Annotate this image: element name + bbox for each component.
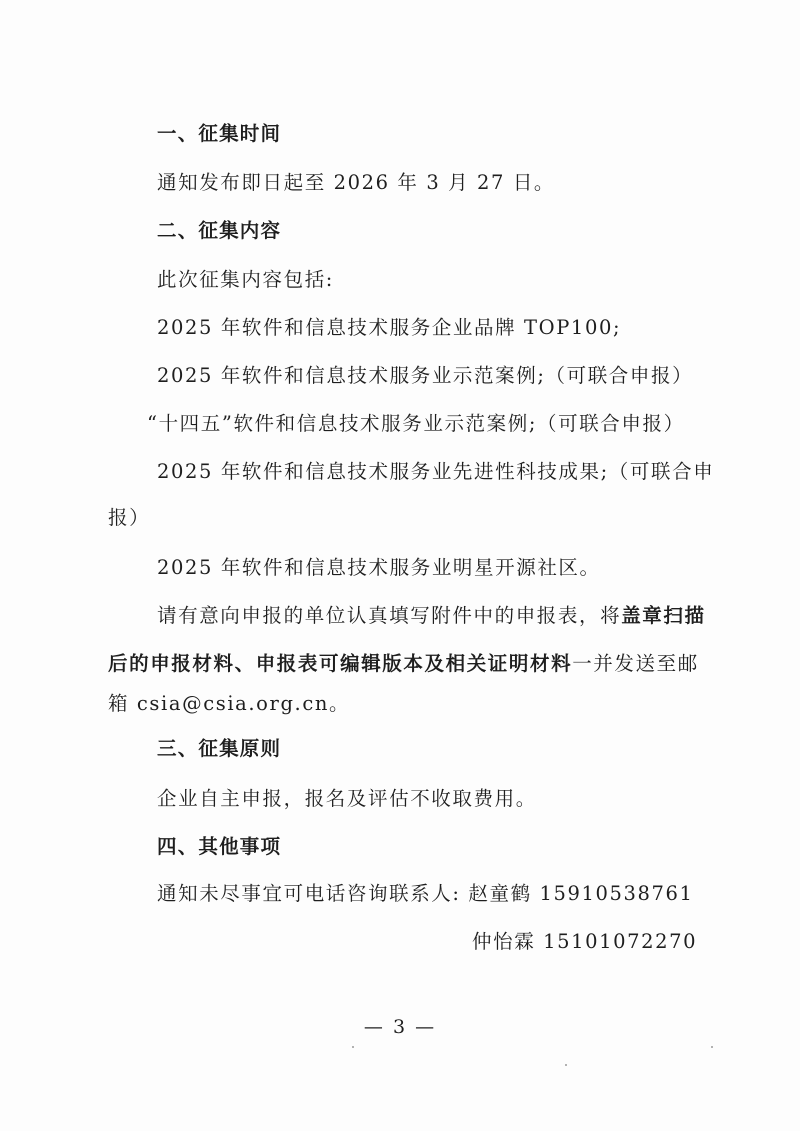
- request-bold-part2: 后的申报材料、申报表可编辑版本及相关证明材料: [108, 652, 573, 675]
- section3-text: 企业自主申报，报名及评估不收取费用。: [157, 787, 537, 810]
- section2-intro: 此次征集内容包括:: [157, 268, 334, 291]
- section3-heading: 三、征集原则: [157, 737, 282, 760]
- section1-heading: 一、征集时间: [157, 122, 282, 145]
- scan-speck: [352, 1046, 354, 1048]
- request-text-part2: 一并发送至邮: [572, 652, 699, 675]
- section2-item-5: 2025 年软件和信息技术服务业明星开源社区。: [157, 556, 601, 579]
- request-line-1: [157, 603, 706, 629]
- section2-heading: 二、征集内容: [157, 219, 282, 242]
- section4-heading: 四、其他事项: [157, 835, 282, 858]
- request-line-3: 箱 csia@csia.org.cn。: [108, 692, 351, 715]
- section1-text: 通知发布即日起至 2026 年 3 月 27 日。: [157, 171, 556, 194]
- request-line-2: [108, 651, 699, 677]
- page-number: — 3 —: [363, 1016, 437, 1038]
- request-bold-part1: 盖章扫描: [621, 604, 706, 627]
- section2-item-1: 2025 年软件和信息技术服务企业品牌 TOP100;: [157, 316, 622, 339]
- section4-contact-line-2: 仲怡霖 15101072270: [472, 930, 698, 953]
- request-text-part1: 请有意向申报的单位认真填写附件中的申报表，将: [157, 604, 622, 627]
- scan-speck: [711, 1046, 713, 1048]
- section2-item-4-continuation: 报）: [108, 506, 151, 529]
- section4-contact-line-1: 通知未尽事宜可电话咨询联系人: 赵童鹤 15910538761: [157, 882, 694, 905]
- section2-item-2: 2025 年软件和信息技术服务业示范案例;（可联合申报）: [157, 364, 694, 387]
- section2-item-4: 2025 年软件和信息技术服务业先进性科技成果;（可联合申: [157, 460, 715, 483]
- section2-item-3: “十四五”软件和信息技术服务业示范案例;（可联合申报）: [147, 412, 685, 435]
- scan-speck: [565, 1064, 567, 1066]
